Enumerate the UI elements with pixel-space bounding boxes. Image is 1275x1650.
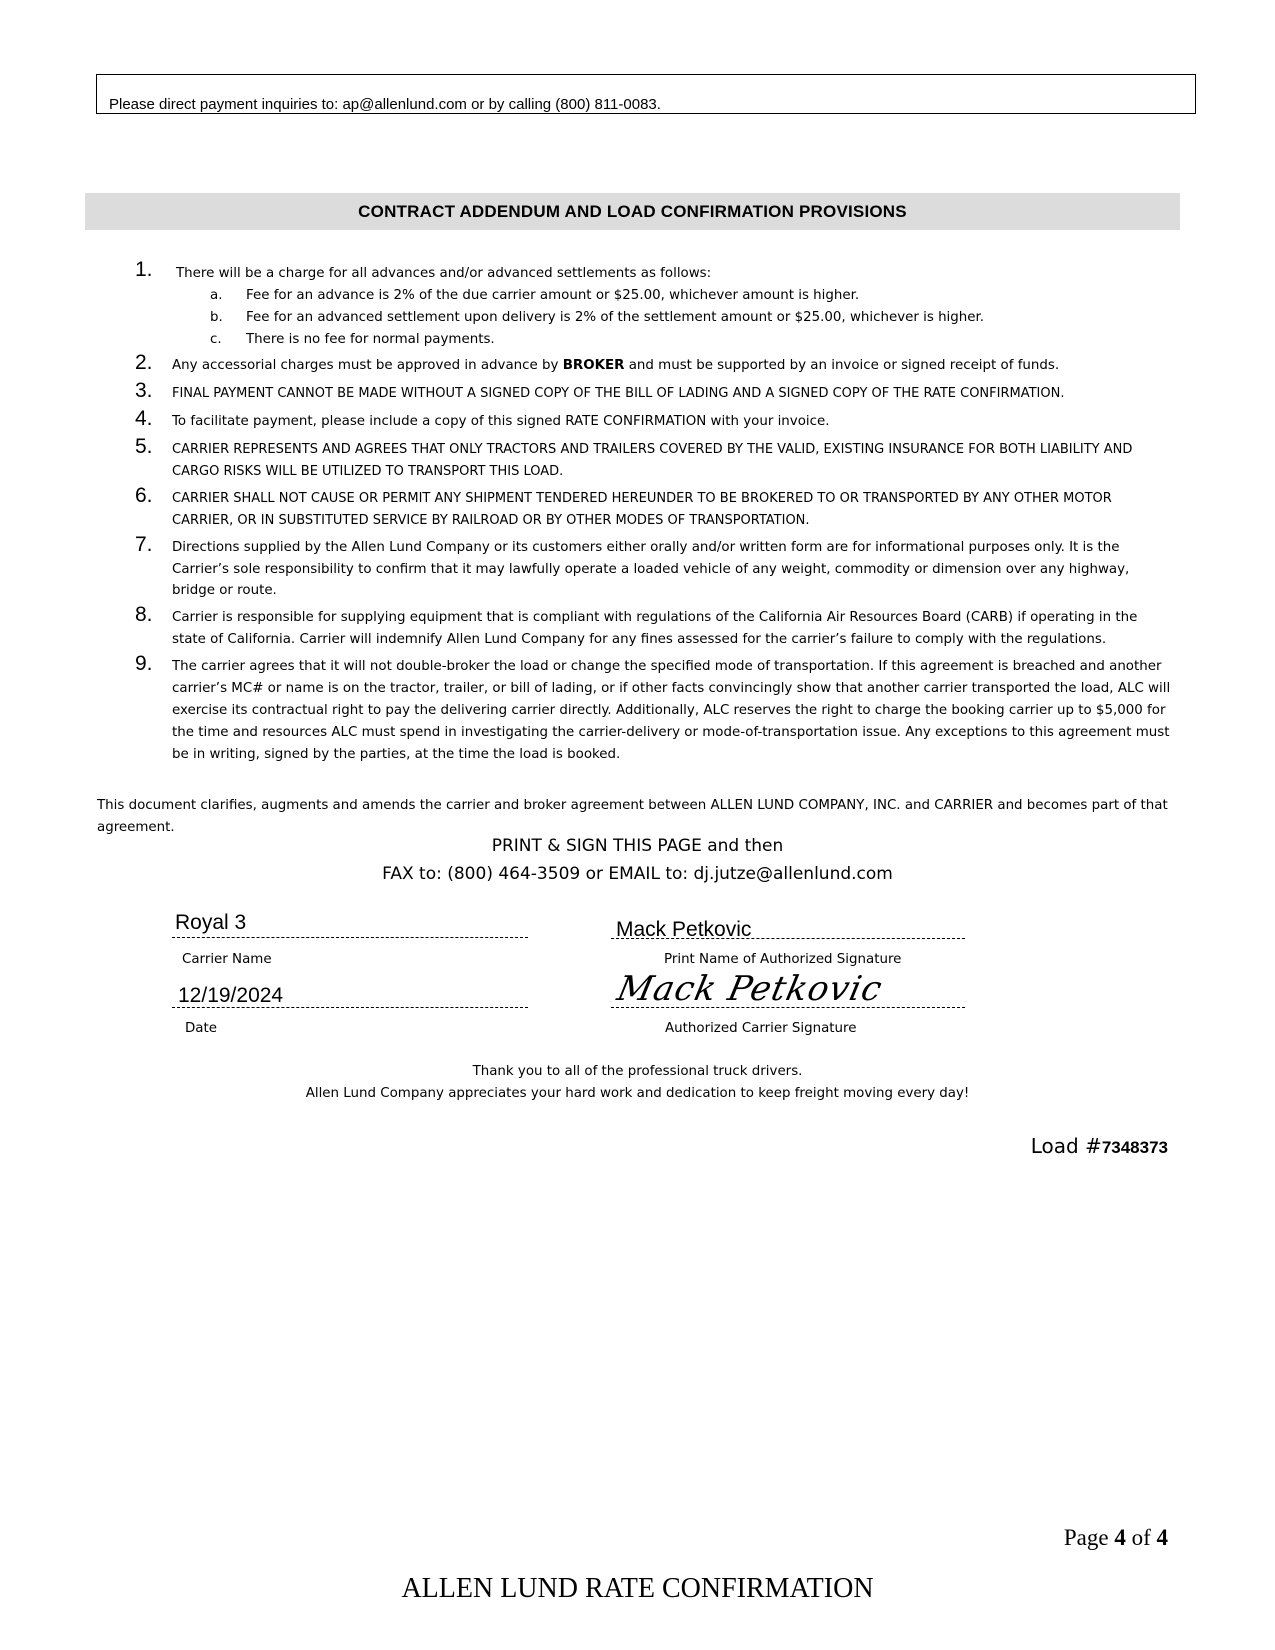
provision-text-line: Carrier’s sole responsibility to confirm that it may lawfully operate a loaded vehicle of any weight, commodity or dimension over any highway, bbox=[172, 562, 1130, 577]
provision-text-line: The carrier agrees that it will not double-broker the load or change the specified mode of transportation. If this agreement is breached and another bbox=[172, 659, 1162, 674]
provision-text-line: CARRIER REPRESENTS AND AGREES THAT ONLY TRACTORS AND TRAILERS COVERED BY THE VALID, EXISTING INSURANCE FOR BOTH LIABILITY AND bbox=[172, 442, 1133, 457]
provision-text-line: bridge or route. bbox=[172, 583, 277, 598]
provision-text-line: be in writing, signed by the parties, at the time the load is booked. bbox=[172, 747, 621, 762]
section-heading-band bbox=[85, 193, 1180, 230]
sub-item-letter: c. bbox=[210, 332, 222, 347]
carrier-name-label: Carrier Name bbox=[182, 952, 272, 967]
provision-number: 2. bbox=[135, 351, 153, 374]
provision-number: 6. bbox=[135, 484, 153, 507]
provision-text-line: CARRIER, OR IN SUBSTITUTED SERVICE BY RAILROAD OR BY OTHER MODES OF TRANSPORTATION. bbox=[172, 513, 810, 528]
sub-item-letter: b. bbox=[210, 310, 223, 325]
print-name-line bbox=[611, 938, 965, 939]
provision-number: 1. bbox=[135, 258, 153, 281]
fax-email-instruction: FAX to: (800) 464-3509 or EMAIL to: dj.jutze@allenlund.com bbox=[382, 864, 893, 884]
thanks-line: Allen Lund Company appreciates your hard work and dedication to keep freight moving every day! bbox=[305, 1086, 970, 1101]
provision-text: Any accessorial charges must be approved in advance by BROKER and must be supported by an invoice or signed receipt of funds. bbox=[172, 358, 1060, 373]
provision-text: There will be a charge for all advances and/or advanced settlements as follows: bbox=[176, 266, 712, 281]
clarification-line: agreement. bbox=[97, 820, 175, 835]
clarification-line: This document clarifies, augments and amends the carrier and broker agreement between ALLEN LUND COMPANY, INC. and CARRIER and becomes part of that bbox=[97, 798, 1168, 813]
page-number: Page 4 of 4 bbox=[1063, 1525, 1168, 1550]
payment-inquiry-box bbox=[96, 74, 1196, 114]
provision-text-line: CARGO RISKS WILL BE UTILIZED TO TRANSPORT THIS LOAD. bbox=[172, 464, 564, 479]
provision-number: 7. bbox=[135, 533, 153, 556]
provision-number: 4. bbox=[135, 407, 153, 430]
provision-number: 5. bbox=[135, 435, 153, 458]
provision-text-line: Directions supplied by the Allen Lund Company or its customers either orally and/or written form are for informational purposes only. It is the bbox=[172, 540, 1120, 555]
date-label: Date bbox=[185, 1021, 218, 1036]
print-name-label: Print Name of Authorized Signature bbox=[664, 952, 902, 967]
provision-number: 8. bbox=[135, 603, 153, 626]
date-value[interactable]: 12/19/2024 bbox=[178, 984, 284, 1007]
provision-text-line: the time and resources ALC must spend in investigating the carrier-delivery or mode-of-transportation issue. Any exceptions to this agreement must bbox=[172, 725, 1170, 740]
load-number bbox=[1031, 1134, 1168, 1158]
handwritten-signature[interactable]: Mack Petkovic bbox=[613, 969, 887, 1009]
provision-number: 3. bbox=[135, 379, 153, 402]
current-page: 4 bbox=[1114, 1525, 1126, 1550]
sub-item-letter: a. bbox=[210, 288, 223, 303]
footer-title: ALLEN LUND RATE CONFIRMATION bbox=[401, 1573, 874, 1604]
provision-number: 9. bbox=[135, 652, 153, 675]
print-sign-instruction: PRINT & SIGN THIS PAGE and then bbox=[491, 836, 784, 856]
signature-label: Authorized Carrier Signature bbox=[665, 1021, 857, 1036]
carrier-name-line bbox=[172, 937, 528, 938]
provision-text-line: CARRIER SHALL NOT CAUSE OR PERMIT ANY SHIPMENT TENDERED HEREUNDER TO BE BROKERED TO OR TRANSPORTED BY ANY OTHER MOTOR bbox=[172, 491, 1112, 506]
provision-text: To facilitate payment, please include a copy of this signed RATE CONFIRMATION with your invoice. bbox=[172, 414, 830, 429]
signature-line bbox=[611, 1007, 965, 1008]
clarification-paragraph bbox=[97, 795, 1177, 839]
provision-text-line: Carrier is responsible for supplying equipment that is compliant with regulations of the California Air Resources Board (CARB) if operating in the bbox=[172, 610, 1138, 625]
total-pages: 4 bbox=[1156, 1525, 1168, 1550]
sub-item-text: Fee for an advance is 2% of the due carrier amount or $25.00, whichever amount is higher. bbox=[246, 288, 860, 303]
section-title: CONTRACT ADDENDUM AND LOAD CONFIRMATION PROVISIONS bbox=[358, 201, 907, 221]
carrier-name-value[interactable]: Royal 3 bbox=[175, 911, 247, 934]
provision-text-line: state of California. Carrier will indemnify Allen Lund Company for any fines assessed for the carrier’s failure to comply with the regulations. bbox=[172, 632, 1107, 647]
thanks-line: Thank you to all of the professional truck drivers. bbox=[472, 1064, 803, 1079]
sub-item-text: Fee for an advanced settlement upon delivery is 2% of the settlement amount or $25.00, whichever is higher. bbox=[246, 310, 985, 325]
load-label: Load # bbox=[1030, 1134, 1102, 1158]
broker-bold-text: BROKER bbox=[562, 358, 625, 373]
provision-text: FINAL PAYMENT CANNOT BE MADE WITHOUT A SIGNED COPY OF THE BILL OF LADING AND A SIGNED COPY OF THE RATE CONFIRMATION. bbox=[172, 386, 1065, 401]
sub-item-text: There is no fee for normal payments. bbox=[246, 332, 495, 347]
load-number-value: 7348373 bbox=[1101, 1138, 1168, 1157]
date-line bbox=[172, 1007, 528, 1008]
provision-text-line: carrier’s MC# or name is on the tractor, trailer, or bill of lading, or if other facts convincingly show that another carrier transported the load, ALC will bbox=[172, 681, 1171, 696]
print-name-value[interactable]: Mack Petkovic bbox=[616, 918, 752, 941]
payment-inquiry-text: Please direct payment inquiries to: ap@allenlund.com or by calling (800) 811-0083. bbox=[109, 96, 661, 113]
provision-text-line: exercise its contractual right to pay the delivering carrier directly. Additionally, ALC reserves the right to charge the booking carrier up to $5,000 for bbox=[172, 703, 1166, 718]
